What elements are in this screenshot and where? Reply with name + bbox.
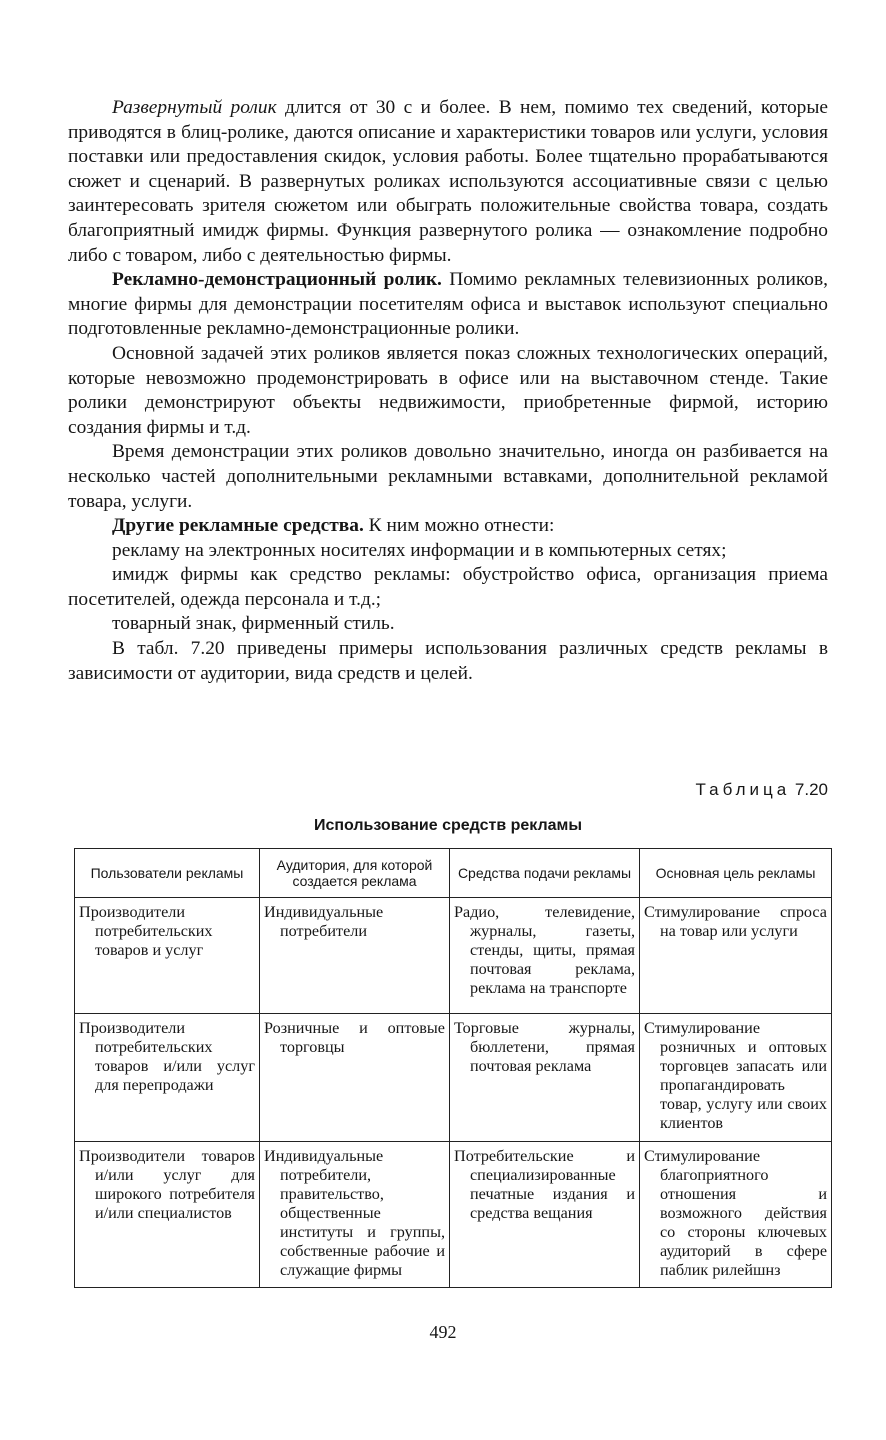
cell-text: Индивидуальные потребители, правительство, общественные институты и группы, собственные рабочие и служащие фирмы xyxy=(264,1147,445,1279)
term-demo-clip: Рекламно-демонстрационный ролик. xyxy=(112,269,442,291)
table-cell xyxy=(640,1014,832,1142)
list-item-electronic: рекламу на электронных носителях информации и в компьютерных сетях; xyxy=(112,539,727,561)
paragraph-text: Помимо рекламных телевизионных роликов, многие фирмы для демонстрации посетителям офиса и выставок используют специально подготовленные рекламно-демонстрационные ролики. xyxy=(68,269,828,340)
cell-text: Стимулирование розничных и оптовых торговцев запасать или пропагандировать товар, услугу или своих клиентов xyxy=(644,1019,827,1132)
table-cell xyxy=(260,1142,450,1288)
paragraph-expanded-clip xyxy=(68,96,828,268)
list-item-image: имидж фирмы как средство рекламы: обустройство офиса, организация приема посетителей, одежда персонала и т.д.; xyxy=(68,564,828,610)
paragraph-demo-clip xyxy=(68,268,828,342)
table-caption-number: 7.20 xyxy=(794,780,828,799)
paragraph-text: К ним можно отнести: xyxy=(363,515,555,537)
cell-text: Производители потребительских товаров и услуг xyxy=(79,903,213,959)
term-other-means: Другие рекламные средства. xyxy=(112,515,364,537)
advertising-table xyxy=(74,848,832,1288)
header-audience: Аудитория, для которой создается реклама xyxy=(260,849,450,898)
header-means: Средства подачи рекламы xyxy=(450,849,640,898)
table-caption xyxy=(696,780,828,800)
header-users: Пользователи рекламы xyxy=(75,849,260,898)
table-cell xyxy=(640,898,832,1014)
cell-text: Стимулирование спроса на товар или услуги xyxy=(644,903,827,940)
cell-text: Производители товаров и/или услуг для широкого потребителя и/или специалистов xyxy=(79,1147,255,1222)
table-cell xyxy=(75,898,260,1014)
page-number: 492 xyxy=(429,1322,457,1342)
table-row xyxy=(75,898,832,1014)
paragraph-demo-task: Основной задачей этих роликов является показ сложных технологических операций, которые невозможно продемонстрировать в офисе или на выставочном стенде. Такие ролики демонстрируют объекты недвижимости, приобретенные фирмой, историю создания фирмы и т.д. xyxy=(68,342,828,438)
table-header-row xyxy=(75,849,832,898)
paragraph-text: длится от 30 с и более. В нем, помимо тех сведений, которые приводятся в блиц-ролике, даются описание и характеристики товаров или услуги, условия поставки или предоставления скидок, условия работы. Более тщательно прорабатываются сюжет и сценарий. В развернутых роликах используются ассоциативные связи с целью заинтересовать зрителя сюжетом или обыграть положительные свойства товара, создать благоприятный имидж фирмы. Функция развернутого ролика — ознакомление подробно либо с товаром, либо с деятельностью фирмы. xyxy=(68,97,828,266)
table-cell xyxy=(75,1142,260,1288)
cell-text: Торговые журналы, бюллетени, прямая почтовая реклама xyxy=(454,1019,635,1075)
term-expanded-clip: Развернутый ролик xyxy=(112,97,277,118)
table-row xyxy=(75,1142,832,1288)
paragraph-table-ref: В табл. 7.20 приведены примеры использования различных средств рекламы в зависимости от аудитории, вида средств и целей. xyxy=(68,638,828,684)
table-caption-word: Таблица xyxy=(695,780,791,799)
cell-text: Розничные и оптовые торговцы xyxy=(264,1019,445,1056)
table-title: Использование средств рекламы xyxy=(313,817,583,834)
cell-text: Стимулирование благоприятного отношения и возможного действия со стороны ключевых аудиторий в сфере паблик рилейшнз xyxy=(644,1147,827,1279)
paragraph-demo-time: Время демонстрации этих роликов довольно значительно, иногда он разбивается на несколько частей дополнительными рекламными вставками, дополнительной рекламой товара, услуги. xyxy=(68,441,828,512)
cell-text: Потребительские и специализированные печатные издания и средства вещания xyxy=(454,1147,635,1222)
table-cell xyxy=(640,1142,832,1288)
cell-text: Производители потребительских товаров и/или услуг для перепродажи xyxy=(79,1019,255,1094)
paragraph-other-means xyxy=(68,514,828,539)
table-cell xyxy=(260,1014,450,1142)
table-row xyxy=(75,1014,832,1142)
table-cell xyxy=(450,1142,640,1288)
table-cell xyxy=(75,1014,260,1142)
table-cell xyxy=(450,898,640,1014)
body-text xyxy=(68,96,828,686)
cell-text: Индивидуальные потребители xyxy=(264,903,384,940)
list-item-trademark: товарный знак, фирменный стиль. xyxy=(112,613,395,635)
table-cell xyxy=(450,1014,640,1142)
cell-text: Радио, телевидение, журналы, газеты, стенды, щиты, прямая почтовая реклама, реклама на транспорте xyxy=(454,903,635,997)
header-goal: Основная цель рекламы xyxy=(640,849,832,898)
table-cell xyxy=(260,898,450,1014)
